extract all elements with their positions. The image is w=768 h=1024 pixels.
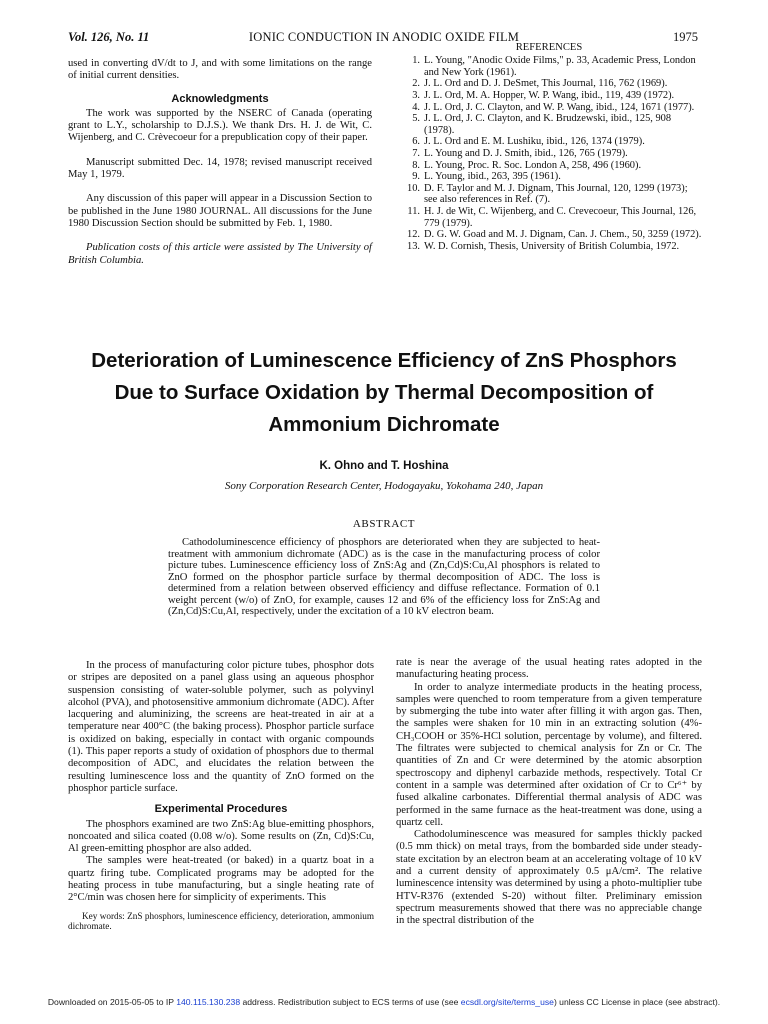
keywords	[68, 911, 374, 931]
reference-text: J. L. Ord and E. M. Lushiku, ibid., 126, 1374 (1979).	[424, 136, 645, 148]
reference-text: J. L. Ord and D. J. DeSmet, This Journal, 116, 762 (1969).	[424, 78, 668, 90]
reference-text: J. L. Ord, J. C. Clayton, and K. Brudzewski, ibid., 125, 908 (1978).	[424, 113, 672, 136]
body-column-right	[396, 657, 702, 928]
reference-number: 12.	[407, 229, 420, 241]
reference-text: D. F. Taylor and M. J. Dignam, This Journal, 120, 1299 (1973); see also references in Ref. (7).	[424, 182, 688, 206]
reference-number: 4.	[412, 101, 420, 113]
acknowledgments-heading: Acknowledgments	[171, 92, 269, 105]
reference-number: 8.	[412, 159, 420, 171]
experimental-heading: Experimental Procedures	[154, 803, 288, 816]
download-footer	[0, 997, 768, 1007]
reference-number: 11.	[407, 206, 420, 218]
references-section	[396, 42, 702, 252]
reference-item	[396, 229, 702, 241]
reference-item	[396, 206, 702, 229]
reference-number: 9.	[412, 171, 420, 183]
reference-item	[396, 148, 702, 160]
reference-number: 7.	[412, 148, 420, 160]
footer-text: Downloaded on 2015-05-05 to IP	[47, 997, 177, 1007]
title-line: Due to Surface Oxidation by Thermal Decomposition of	[114, 381, 654, 404]
title-line: Deterioration of Luminescence Efficiency of ZnS Phosphors	[91, 349, 677, 372]
discussion-note: Any discussion of this paper will appear in a Discussion Section to be published in the June 1980 JOURNAL. All discussions for the June 1980 Discussion Section should be submitted by Feb. 1, 1980.	[68, 193, 372, 229]
body-paragraph: rate is near the average of the usual heating rates adopted in the manufacturing heating process.	[396, 657, 702, 681]
reference-text: D. G. W. Goad and M. J. Dignam, Can. J. Chem., 50, 3259 (1972).	[424, 229, 702, 241]
reference-item	[396, 78, 702, 90]
acknowledgments-text: The work was supported by the NSERC of Canada (operating grant to L.Y., scholarship to D.J.S.). We thank Drs. H. J. de Wit, C. Wijenberg, and C. Crèvecoeur for a prepublication copy of their paper.	[68, 107, 372, 144]
journal-volume: Vol. 126, No. 11	[68, 30, 150, 44]
body-paragraph: Cathodoluminescence was measured for samples thickly packed (0.5 mm thick) on metal trays, from the bombarded side under steady-state excitation by an electron beam at an accelerating voltage of 10 kV and a current density of approximately 0.5 μA/cm². The relative luminescence intensity was determined by using a photo-multiplier tube HTV-R376 (extended S-20) without filter. Preliminary emission spectrum measurements showed that there was no appreciable change in the spectral distribution of the	[396, 829, 702, 927]
reference-item	[396, 136, 702, 148]
reference-text: W. D. Cornish, Thesis, University of British Columbia, 1972.	[424, 240, 680, 252]
reference-text: L. Young, Proc. R. Soc. London A, 258, 496 (1960).	[424, 159, 642, 171]
reference-item	[396, 90, 702, 102]
reference-item	[396, 55, 702, 78]
keywords-label: Key words:	[82, 910, 125, 921]
abstract-text: Cathodoluminescence efficiency of phosphors are deteriorated when they are subjected to heat-treatment with ammonium dichromate (ADC) as is the case in the manufacturing process of color picture tubes. Luminescence efficiency loss of ZnS:Ag and (Zn,Cd)S:Cu,Al phosphors is related to ZnO formed on the phosphor particle surface by thermal decomposition of ADC. The loss is determined from a relation between observed efficiency and diffuse reflectance. Formation of 0.1 weight percent (w/o) of ZnO, for example, causes 12 and 6% of the efficiency loss for ZnS:Ag and (Zn,Cd)S:Cu,Al, respectively, under the excitation of a 10 kV electron beam.	[168, 537, 600, 617]
reference-item	[396, 102, 702, 114]
experimental-paragraph: The samples were heat-treated (or baked) in a quartz boat in a quartz firing tube. Complicated programs may be adopted for the heating process in tube manufacturing, but a single heating rate of 2°C/min was chosen here for simplicity of experiments. This	[68, 855, 374, 904]
affiliation: Sony Corporation Research Center, Hodogayaku, Yokohama 240, Japan	[224, 480, 544, 492]
reference-text: J. L. Ord, J. C. Clayton, and W. P. Wang, ibid., 124, 1671 (1977).	[424, 101, 695, 113]
reference-number: 6.	[412, 136, 420, 148]
reference-item	[396, 183, 702, 206]
running-title: IONIC CONDUCTION IN ANODIC OXIDE FILM	[248, 30, 520, 44]
terms-link[interactable]: ecsdl.org/site/terms_use	[460, 997, 554, 1007]
abstract-heading: ABSTRACT	[352, 518, 416, 530]
continuation-text: used in converting dV/dt to J, and with some limitations on the range of initial current densities.	[68, 58, 372, 82]
reference-text: J. L. Ord, M. A. Hopper, W. P. Wang, ibid., 119, 439 (1972).	[424, 90, 675, 102]
reference-text: L. Young and D. J. Smith, ibid., 126, 765 (1979).	[424, 148, 628, 160]
reference-text: H. J. de Wit, C. Wijenberg, and C. Crevecoeur, This Journal, 126, 779 (1979).	[424, 206, 697, 229]
reference-item	[396, 171, 702, 183]
page-number: 1975	[673, 30, 698, 44]
reference-item	[396, 160, 702, 172]
authors: K. Ohno and T. Hoshina	[319, 460, 449, 472]
reference-number: 1.	[412, 55, 420, 67]
reference-text: L. Young, ibid., 263, 395 (1961).	[424, 171, 561, 183]
footer-text: address. Redistribution subject to ECS terms of use (see	[240, 997, 461, 1007]
reference-item	[396, 241, 702, 253]
reference-number: 3.	[412, 90, 420, 102]
title-line: Ammonium Dichromate	[268, 413, 500, 436]
article-title	[80, 345, 688, 441]
previous-article-end	[68, 58, 372, 267]
experimental-paragraph: The phosphors examined are two ZnS:Ag blue-emitting phosphors, noncoated and silica coated (0.08 w/o). Some results on (Zn, Cd)S:Cu, Al green-emitting phosphor are also added.	[68, 818, 374, 855]
reference-number: 10.	[407, 182, 420, 194]
keywords-text: ZnS phosphors, luminescence efficiency, deterioration, ammonium dichromate.	[68, 910, 374, 931]
publication-note: Publication costs of this article were assisted by The University of British Columbia.	[68, 242, 372, 266]
reference-text: L. Young, "Anodic Oxide Films," p. 33, Academic Press, London and New York (1961).	[424, 55, 696, 78]
footer-text: ) unless CC License in place (see abstract).	[553, 997, 721, 1007]
body-column-left	[68, 660, 374, 931]
ip-link[interactable]: 140.115.130.238	[176, 997, 241, 1007]
manuscript-note: Manuscript submitted Dec. 14, 1978; revised manuscript received May 1, 1979.	[68, 156, 372, 181]
reference-number: 5.	[412, 113, 420, 125]
reference-item	[396, 113, 702, 136]
body-paragraph: In order to analyze intermediate products in the heating process, samples were quenched to room temperature from a given temperature by submerging the tube into water after filling it with argon gas. Then, the samples were shaken for 10 min in an extracting solution (4%-CH₃COOH or 35%-HCl solution, percentage by volume), and filtered. The filtrates were subjected to chemical analysis for Zn or Cr. The quantities of Zn and Cr were determined by the atomic absorption spectroscopy and diphenyl carbazide methods, respectively. Total Cr content in a sample was determined after oxidation of Cr to Cr⁶⁺ by fused alkaline carbonates. Differential thermal analysis of ADC was performed in the same furnace as the heat-treatment was done, using a quartz cell.	[396, 681, 702, 828]
references-heading: REFERENCES	[515, 42, 583, 53]
reference-number: 13.	[407, 240, 420, 252]
reference-number: 2.	[412, 78, 420, 90]
intro-paragraph: In the process of manufacturing color picture tubes, phosphor dots or stripes are deposited on a panel glass using an aqueous phosphor suspension consisting of water-soluble polymer, such as polyvinyl alcohol (PVA), and photosensitive ammonium dichromate (ADC). After lacquering and aluminizing, the screens are heat-treated in air at a temperature near 400°C (the baking process). Phosphor particle surface is oxidized on baking, especially in contact with organic compounds (1). This paper reports a study of oxidation of phosphors due to thermal decomposition of ADC, and elucidates the relation between the resulting luminescence loss and the quantity of ZnO formed on the phosphor particle surface.	[68, 660, 374, 794]
references-list	[396, 55, 702, 252]
